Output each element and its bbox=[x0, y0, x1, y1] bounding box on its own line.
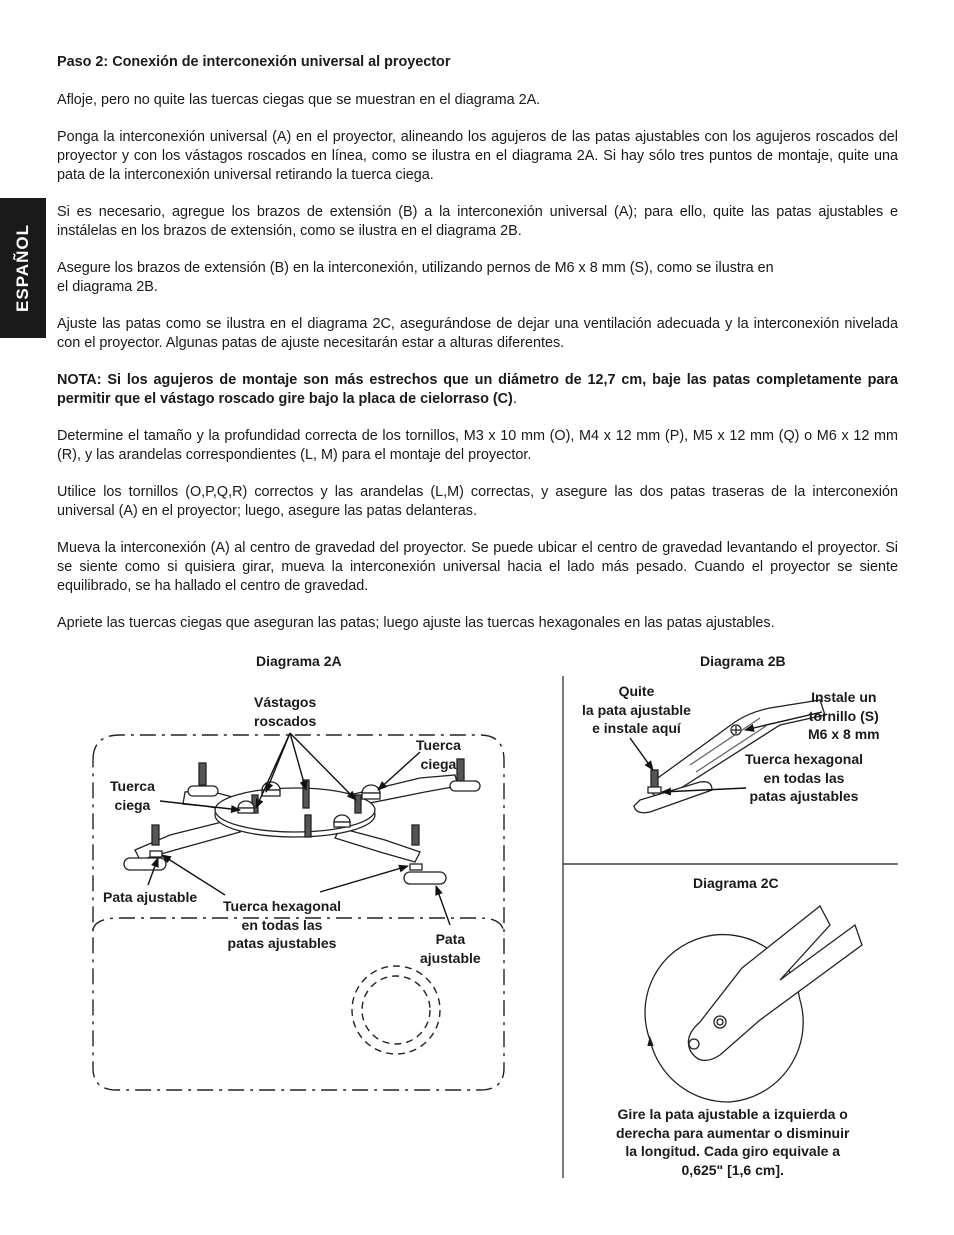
paragraph-4-line-1: Asegure los brazos de extensión (B) en la interconexión, utilizando pernos de M6 x 8 mm (S), como se ilustra en bbox=[57, 260, 774, 276]
diagram-2c-title: Diagrama 2C bbox=[693, 875, 779, 891]
note-end: . bbox=[512, 391, 517, 407]
paragraph-3: Si es necesario, agregue los brazos de extensión (B) a la interconexión universal (A); para ello, quite las patas ajustables e instálelas en los brazos de extensión, como se ilustra en el diagrama 2B. bbox=[57, 204, 898, 239]
paragraph-8: Utilice los tornillos (O,P,Q,R) correctos y las arandelas (L,M) correctas, y asegure las dos patas traseras de la interconexión universal (A) en el proyector; luego, asegure las patas delanteras. bbox=[57, 484, 898, 519]
label-tuerca-ciega-left: Tuerca ciega bbox=[110, 778, 155, 813]
paragraph-2: Ponga la interconexión universal (A) en el proyector, alineando los agujeros de las patas ajustables con los agujeros roscados del proyector y con los vástagos roscados en línea, como se ilustra en el diagrama 2A. Si hay sólo tres puntos de montaje, quite una pata de la interconexión universal retirando la tuerca ciega. bbox=[57, 129, 898, 183]
section-heading: Paso 2: Conexión de interconexión universal al proyector bbox=[57, 54, 451, 70]
universal-adapter bbox=[135, 775, 458, 862]
label-tuerca-hexagonal-2b: Tuerca hexagonal en todas las patas ajustables bbox=[745, 751, 864, 804]
diagram-2a-title: Diagrama 2A bbox=[256, 653, 342, 669]
label-pata-ajustable-right: Pata ajustable bbox=[420, 931, 481, 966]
paragraph-1: Afloje, pero no quite las tuercas ciegas que se muestran en el diagrama 2A. bbox=[57, 92, 541, 108]
paragraph-10: Apriete las tuercas ciegas que aseguran las patas; luego ajuste las tuercas hexagonales en las patas ajustables. bbox=[57, 615, 775, 631]
diagram-2c-caption: Gire la pata ajustable a izquierda o derecha para aumentar o disminuir la longitud. Cada giro equivale a 0,625" [1,6 cm]. bbox=[616, 1106, 850, 1178]
label-pata-ajustable-left: Pata ajustable bbox=[103, 889, 198, 905]
paragraph-9: Mueva la interconexión (A) al centro de gravedad del proyector. Se puede ubicar el centro de gravedad levantando el proyector. Si se siente como si quisiera girar, mueva la interconexión universal hacia el lado más pesado. Cuando el proyector se siente equilibrado, se ha hallado el centro de gravedad. bbox=[57, 540, 898, 594]
paragraph-7: Determine el tamaño y la profundidad correcta de los tornillos, M3 x 10 mm (O), M4 x 12 mm (P), M5 x 12 mm (Q) o M6 x 12 mm (R), y las arandelas correspondientes (L, M) para el montaje del proyector. bbox=[57, 428, 898, 463]
paragraph-4-line-2: el diagrama 2B. bbox=[57, 279, 158, 295]
label-tuerca-ciega-right: Tuerca ciega bbox=[416, 737, 461, 772]
paragraph-5: Ajuste las patas como se ilustra en el diagrama 2C, asegurándose de dejar una ventilación adecuada y la interconexión nivelada con el proyector. Algunas patas de ajuste necesitarán estar a alturas diferentes. bbox=[57, 316, 898, 351]
note-bold-text: NOTA: Si los agujeros de montaje son más estrechos que un diámetro de 12,7 cm, baje las patas completamente para permitir que el vástago roscado gire bajo la placa de cielorraso (C) bbox=[57, 372, 898, 407]
label-vastagos-roscados: Vástagos roscados bbox=[254, 694, 317, 729]
diagram-2b-title: Diagrama 2B bbox=[700, 653, 786, 669]
label-quite-pata: Quite la pata ajustable e instale aquí bbox=[582, 683, 691, 736]
adjustable-foot-2c bbox=[688, 906, 862, 1060]
projector-lens bbox=[352, 966, 440, 1054]
label-tuerca-hexagonal-2a: Tuerca hexagonal en todas las patas ajustables bbox=[223, 898, 342, 951]
label-instale-tornillo: Instale un tornillo (S) M6 x 8 mm bbox=[808, 689, 880, 742]
language-tab-label: ESPAÑOL bbox=[13, 224, 32, 312]
